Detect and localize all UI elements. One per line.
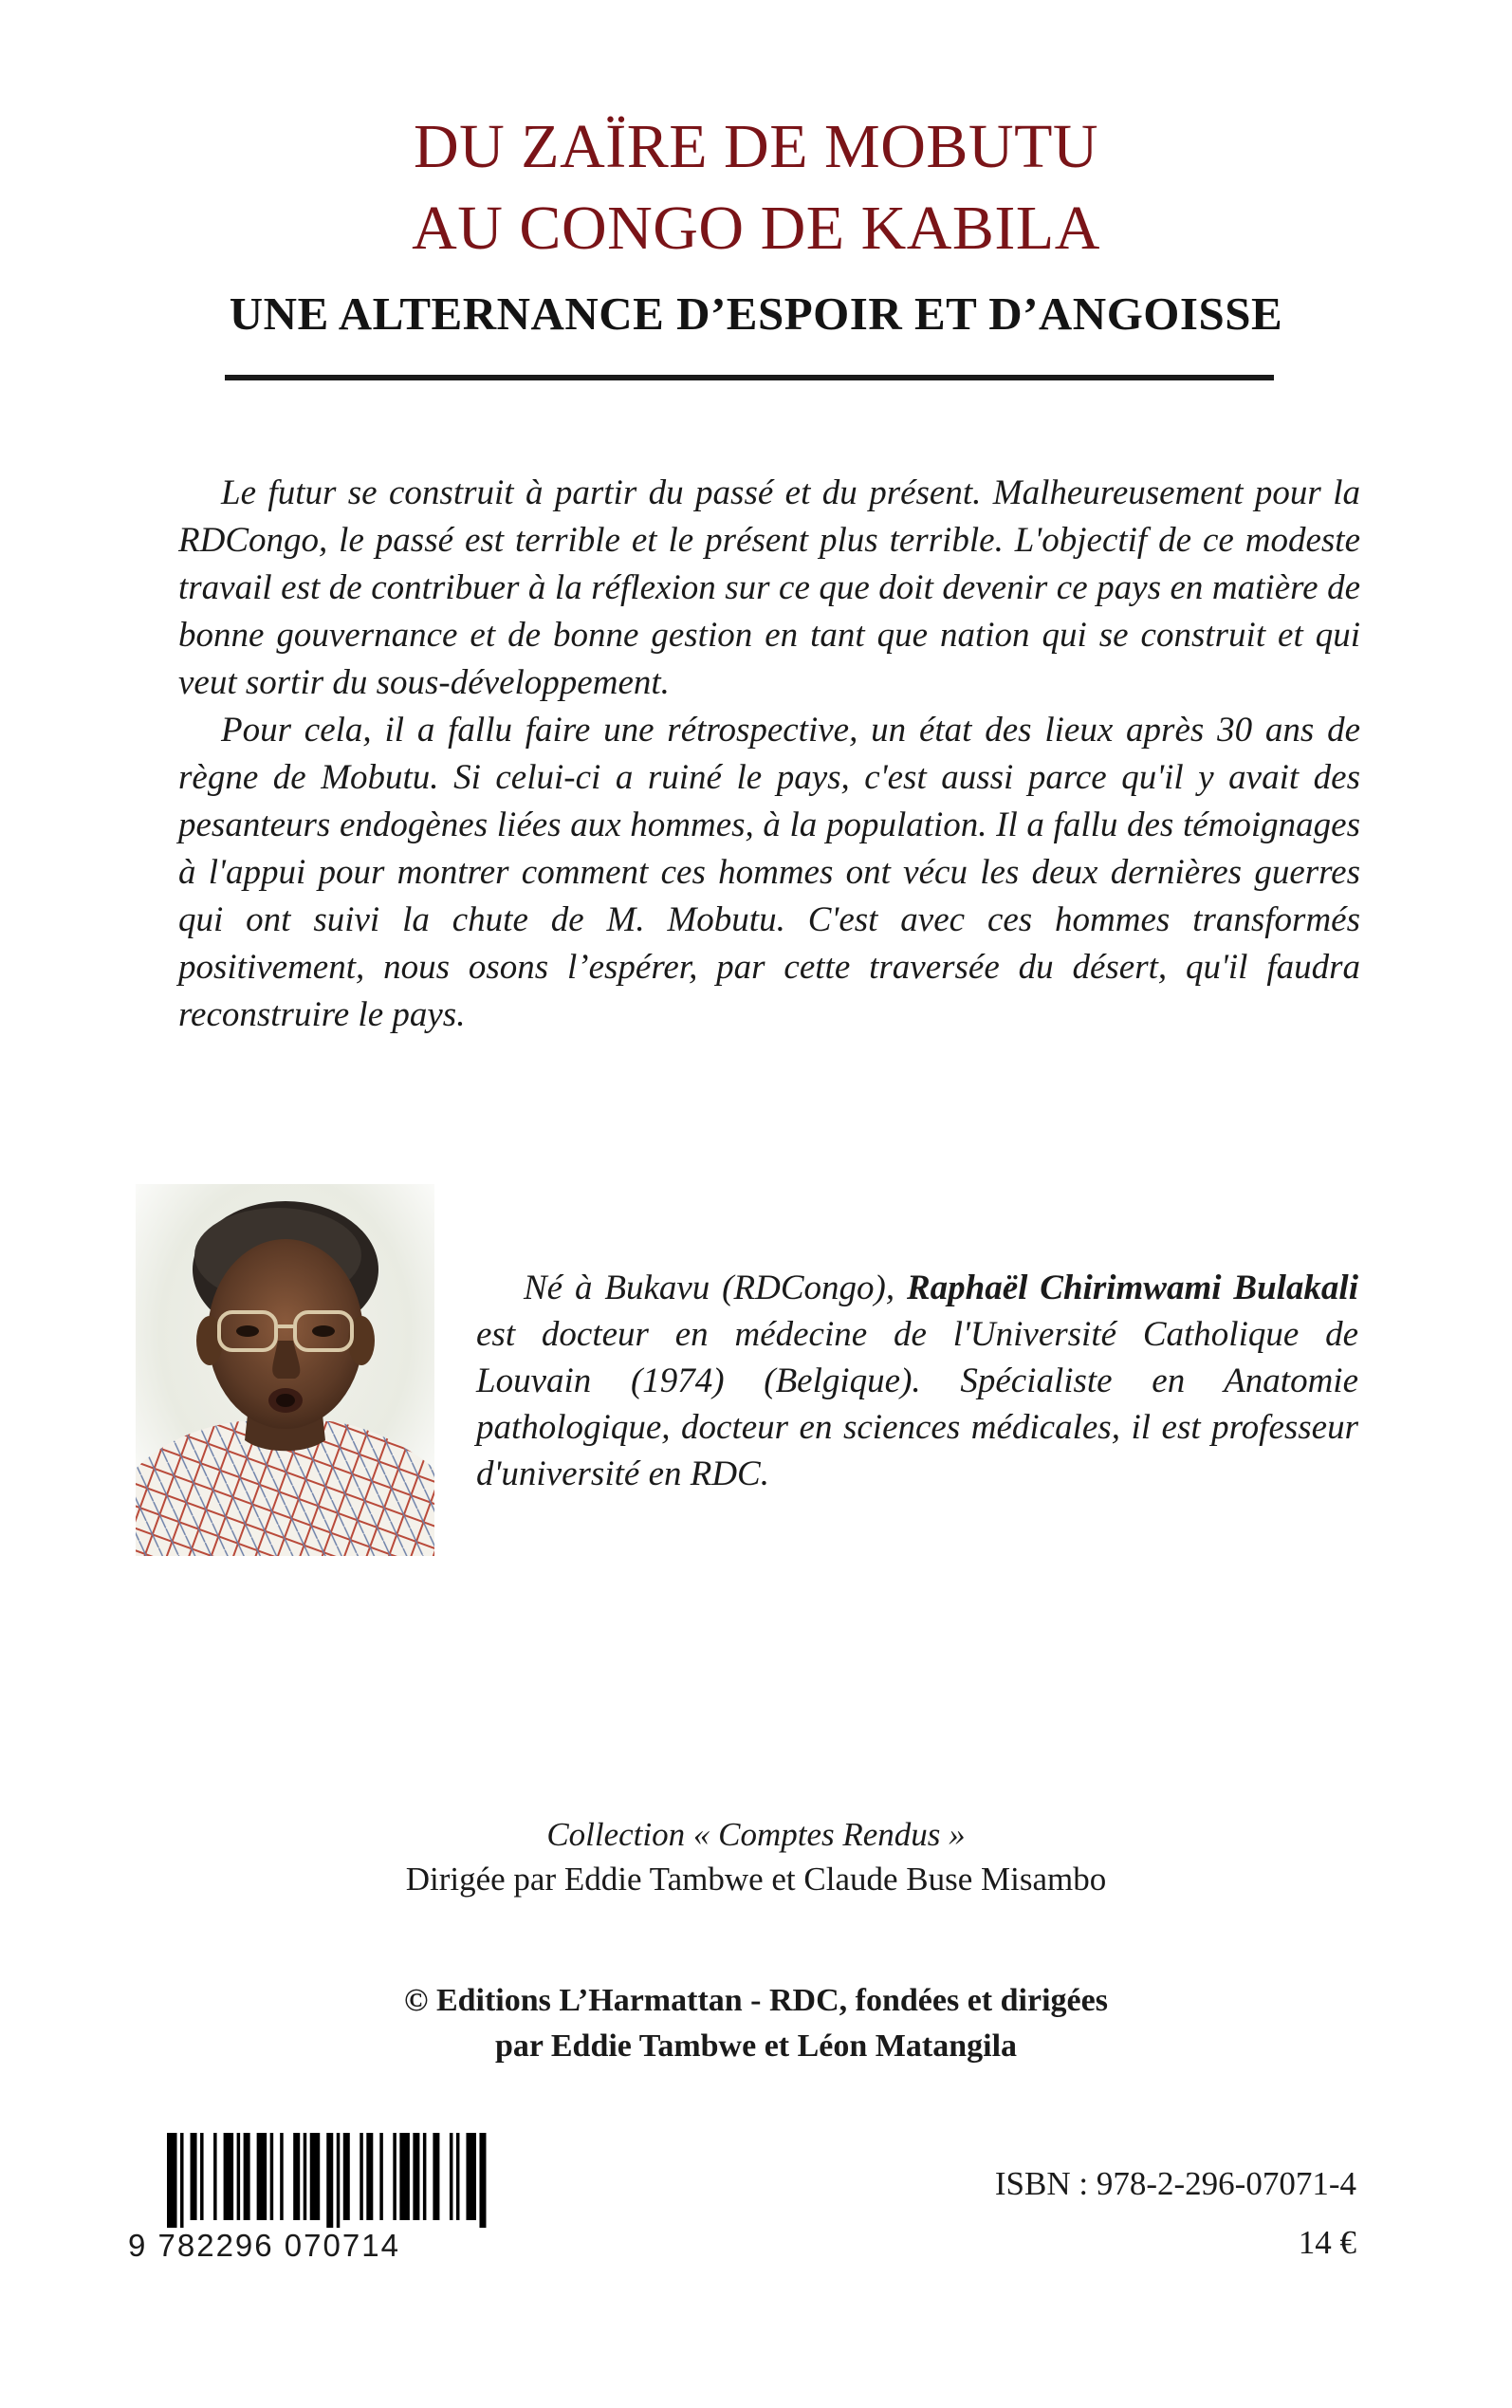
barcode-bar bbox=[466, 2133, 476, 2220]
barcode-bar bbox=[237, 2133, 241, 2220]
barcode-bar bbox=[393, 2133, 396, 2220]
subtitle: UNE ALTERNANCE D’ESPOIR ET D’ANGOISSE bbox=[229, 287, 1283, 340]
isbn: ISBN : 978-2-296-07071-4 bbox=[994, 2165, 1356, 2202]
barcode-bar bbox=[180, 2133, 184, 2228]
barcode-bar bbox=[200, 2133, 204, 2220]
barcode-bar bbox=[191, 2133, 197, 2220]
barcode-bar bbox=[450, 2133, 453, 2220]
barcode-bar bbox=[213, 2133, 217, 2220]
barcode-bar bbox=[280, 2133, 284, 2220]
title-block bbox=[0, 106, 1512, 343]
barcode-bar bbox=[479, 2133, 486, 2228]
barcode-bar bbox=[304, 2133, 307, 2220]
author-bio-paragraph bbox=[476, 1265, 1358, 1497]
blurb-paragraph-2: Pour cela, il a fallu faire une rétrospective, un état des lieux après 30 ans de règne de Mobutu. Si celui-ci a ruiné le pays, c'est aussi parce qu'il y avait des pesanteurs endogènes liées aux hommes, à la population. Il a fallu des témoignages à l'appui pour montrer comment ces hommes ont vécu les deux dernières guerres qui ont suivi la chute de M. Mobutu. C'est avec ces hommes transformés positivement, nous osons l’espérer, par cette traversée du désert, qu'il faudra reconstruire le pays. bbox=[178, 711, 1360, 1034]
barcode-bar bbox=[413, 2133, 419, 2220]
barcode-bar bbox=[456, 2133, 460, 2220]
barcode bbox=[167, 2133, 489, 2228]
barcode-bar bbox=[433, 2133, 439, 2220]
blurb-paragraph-1: Le futur se construit à partir du passé et du présent. Malheureusement pour la RDCongo, le passé est terrible et le présent plus terrible. L'objectif de ce modeste travail est de contribuer à la réflexion sur ce que doit devenir ce pays en matière de bonne gouvernance et de bonne gestion en tant que nation qui se construit et qui veut sortir du sous-développement. bbox=[178, 473, 1360, 702]
barcode-bar bbox=[167, 2133, 177, 2228]
collection-info bbox=[0, 1812, 1512, 1901]
barcode-bar bbox=[399, 2133, 410, 2220]
publisher-line-2: par Eddie Tambwe et Léon Matangila bbox=[494, 2028, 1018, 2064]
collection-name: Collection « Comptes Rendus » bbox=[546, 1816, 966, 1853]
barcode-bar bbox=[310, 2133, 321, 2220]
barcode-bar bbox=[366, 2133, 373, 2220]
barcode-bar bbox=[244, 2133, 250, 2220]
author-bio-suffix: est docteur en médecine de l'Université Catholique de Louvain (1974) (Belgique). Spécialiste en Anatomie pathologique, docteur en sciences médicales, il est professeur d'université en RDC. bbox=[476, 1315, 1358, 1493]
barcode-bar bbox=[379, 2133, 383, 2220]
barcode-bar bbox=[257, 2133, 267, 2220]
title-divider bbox=[225, 375, 1274, 380]
author-bio-prefix: Né à Bukavu (RDCongo), bbox=[524, 1269, 907, 1307]
barcode-bar bbox=[337, 2133, 341, 2228]
barcode-bar bbox=[360, 2133, 363, 2220]
barcode-bar bbox=[326, 2133, 333, 2228]
barcode-bar bbox=[224, 2133, 234, 2220]
collection-directors: Dirigée par Eddie Tambwe et Claude Buse Misambo bbox=[405, 1861, 1107, 1898]
author-bio bbox=[476, 1265, 1358, 1497]
barcode-number: 9 782296 070714 bbox=[128, 2228, 400, 2263]
author-photo bbox=[136, 1184, 434, 1556]
title-line-1: DU ZAÏRE DE MOBUTU bbox=[413, 112, 1099, 181]
barcode-bar bbox=[293, 2133, 300, 2220]
publisher-line-1: © Editions L’Harmattan - RDC, fondées et dirigées bbox=[404, 1983, 1108, 2018]
author-name: Raphaël Chirimwami Bulakali bbox=[906, 1269, 1358, 1307]
barcode-bar bbox=[270, 2133, 274, 2220]
barcode-bar bbox=[423, 2133, 427, 2220]
price: 14 € bbox=[1298, 2224, 1356, 2261]
blurb bbox=[178, 470, 1360, 1039]
title-line-2: AU CONGO DE KABILA bbox=[412, 194, 1100, 263]
publisher-info bbox=[0, 1978, 1512, 2069]
barcode-bar bbox=[343, 2133, 350, 2220]
